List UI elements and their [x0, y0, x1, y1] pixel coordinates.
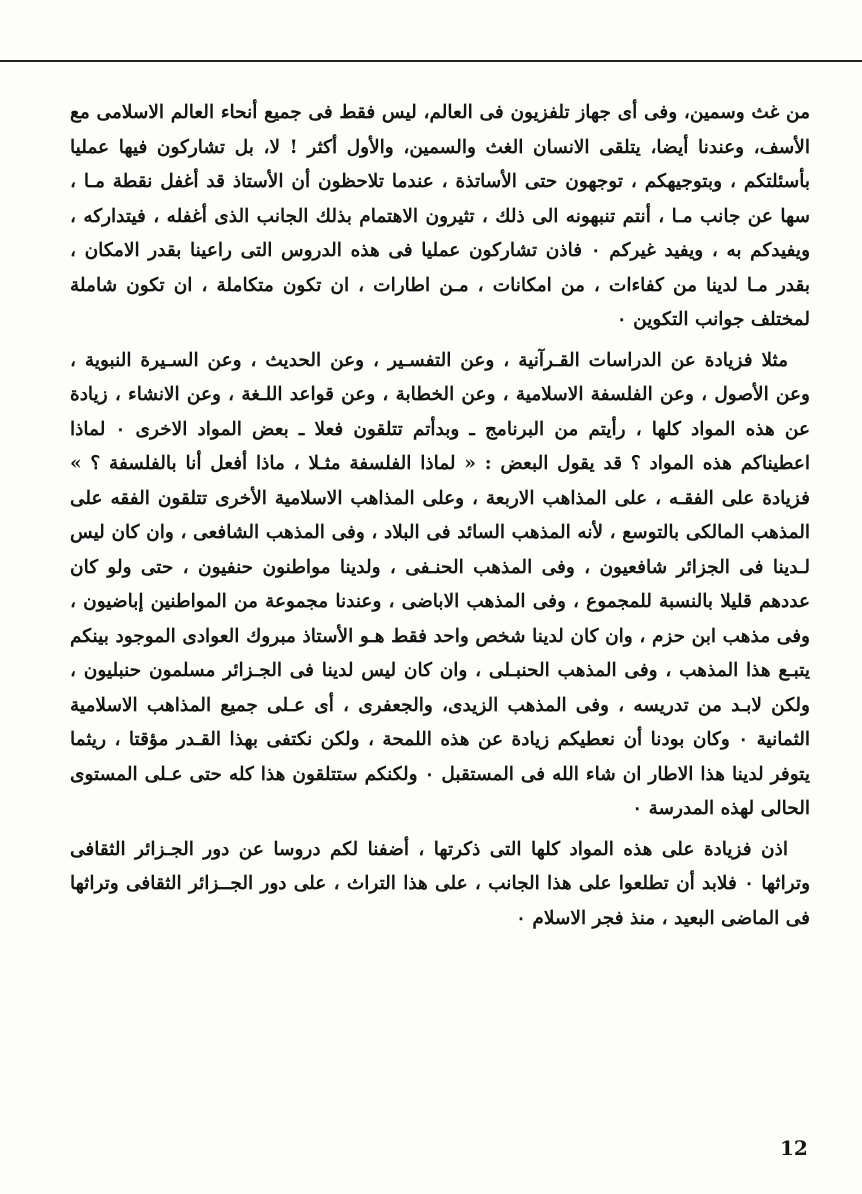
paragraph-2: مثلا فزيادة عن الدراسات القـرآنية ، وعن التفسـير ، وعن الحديث ، وعن السـيرة النبوية ، وعن الأصول ، وعن الفلسفة الاسلامية ، وعن الخطابة ، وعن قواعد اللـغة ، وعن الانشاء ، زيادة عن هذه المواد كلها ، رأيتم من البرنامج ـ وبدأتم تتلقون فعلا ـ بعض المواد الاخرى ٠ لماذا اعطيناكم هذه المواد ؟ قد يقول البعض : « لماذا الفلسفة مثـلا ، ماذا أفعل أنا بالفلسفة ؟ » فزيادة على الفقـه ، على المذاهب الاربعة ، وعلى المذاهب الاسلامية الأخرى تتلقون الفقه على المذهب المالكى بالتوسع ، لأنه المذهب السائد فى البلاد ، وفى المذهب الشافعى ، وان كان ليس لـدينا فى الجزائر شافعيون ، وفى المذهب الحنـفى ، ولدينا مواطنون حنفيون ، حتى ولو كان عددهم قليلا بالنسبة للمجموع ، وفى المذهب الاباضى ، وعندنا مجموعة من المواطنين إباضيون ، وفى مذهب ابن حزم ، وان كان لدينا شخص واحد فقط هـو الأستاذ مبروك العوادى الموجود بينكم يتبـع هذا المذهب ، وفى المذهب الحنبـلى ، وان كان ليس لدينا فى الجـزائر مسلمون حنبليون ، ولكن لابـد من تدريسه ، وفى المذهب الزيدى، والجعفرى ، أى عـلى جميع المذاهب الاسلامية الثمانية ٠ وكان بودنا أن نعطيكم زيادة عن هذه اللمحة ، ولكن نكتفى بهذا القـدر مؤقتا ، ريثما يتوفر لدينا هذا الاطار ان شاء الله فى المستقبل ٠ ولكنكم ستتلقون هذا كله حتى عـلى المستوى الحالى لهذه المدرسة ٠ [70, 349, 810, 819]
page-number: 12 [780, 1136, 808, 1160]
body-text [70, 96, 810, 936]
header-rule [0, 60, 862, 62]
paragraph-3: اذن فزيادة على هذه المواد كلها التى ذكرتها ، أضفنا لكم دروسا عن دور الجـزائر الثقافى وتراثها ٠ فلابد أن تطلعوا على هذا الجانب ، على هذا التراث ، على دور الجــزائر الثقافى وتراثها فى الماضى البعيد ، منذ فجر الاسلام ٠ [70, 838, 810, 929]
paragraph-1: من غث وسمين، وفى أى جهاز تلفزيون فى العالم، ليس فقط فى جميع أنحاء العالم الاسلامى مع الأسف، وعندنا أيضا، يتلقى الانسان الغث والسمين، والأول أكثر ! لا، بل تشاركون فيها عمليا بأسئلتكم ، وبتوجيهكم ، توجهون حتى الأساتذة ، عندما تلاحظون أن الأستاذ قد أغفل نقطة مـا ، سها عن جانب مـا ، أنتم تنبهونه الى ذلك ، تثيرون الاهتمام بذلك الجانب الذى أغفله ، فيتداركه ، ويفيدكم به ، ويفيد غيركم ٠ فاذن تشاركون عمليا فى هذه الدروس التى راعينا بقدر الامكان ، بقدر مـا لدينا من كفاءات ، من امكانات ، مـن اطارات ، ان تكون متكاملة ، ان تكون شاملة لمختلف جوانب التكوين ٠ [70, 102, 810, 330]
